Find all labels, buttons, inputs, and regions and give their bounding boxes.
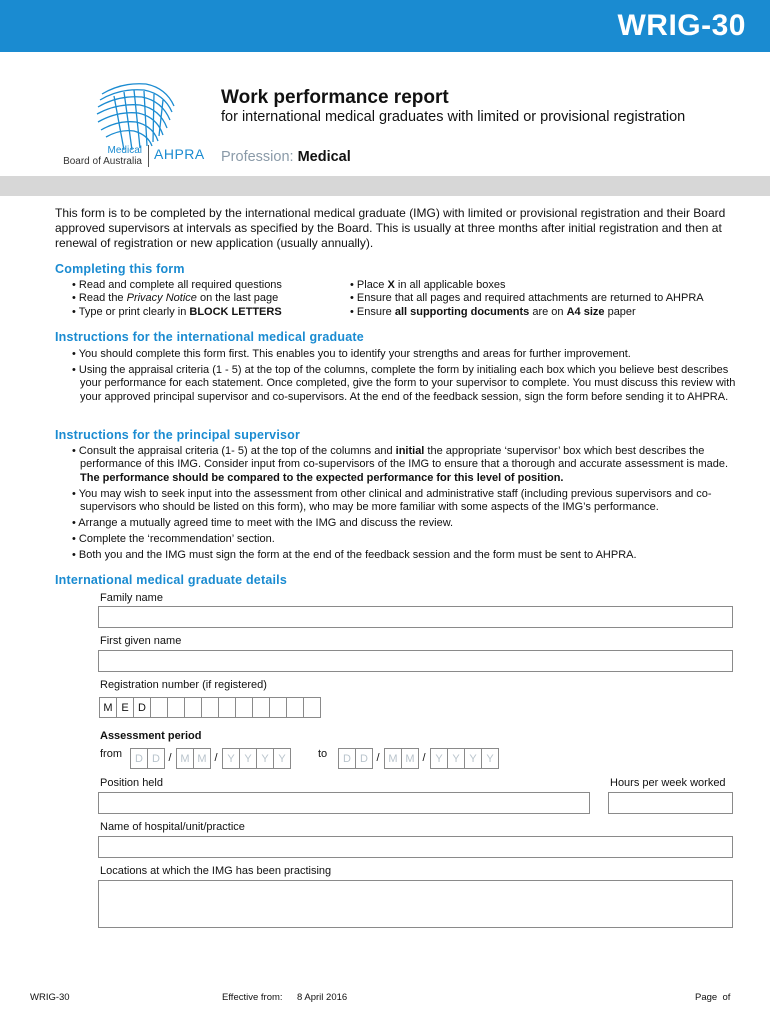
section-divider-bar	[0, 176, 770, 196]
img-instructions-list	[72, 348, 740, 407]
month-cell[interactable]: M	[401, 748, 419, 769]
reg-digit-cell[interactable]	[269, 697, 287, 718]
completing-heading: Completing this form	[55, 262, 185, 276]
page-title: Work performance report	[221, 87, 449, 108]
footer-page-number: Page of	[695, 992, 731, 1003]
year-cell[interactable]: Y	[430, 748, 448, 769]
list-item: • Complete the ‘recommendation’ section.	[72, 532, 275, 545]
list-item: • Using the appraisal criteria (1 - 5) at the top of the columns, complete the form by initialing each box which you believe best describes your performance for each statement. Once completed, give the form to your supervisor to complete. You must discuss this review with your approved principal supervisor and co-supervisors. At the end of the feedback session, sign the form before sending it to AHPRA.	[72, 363, 736, 403]
list-item: • Ensure that all pages and required attachments are returned to AHPRA	[350, 292, 704, 305]
year-cell[interactable]: Y	[273, 748, 291, 769]
list-item: • Read the Privacy Notice on the last page	[72, 292, 279, 305]
completing-right-list	[350, 279, 750, 319]
month-cell[interactable]: M	[193, 748, 211, 769]
intro-paragraph: This form is to be completed by the international medical graduate (IMG) with limited or provisional registration and their Board approved supervisors at intervals as specified by the Board. This is usually at three months after initial registration and then at renewal of registration or new application (usually annually).	[55, 206, 726, 250]
reg-prefix-cell: D	[133, 697, 151, 718]
reg-digit-cell[interactable]	[303, 697, 321, 718]
reg-digit-cell[interactable]	[184, 697, 202, 718]
reg-digit-cell[interactable]	[218, 697, 236, 718]
date-separator: /	[168, 752, 172, 764]
locations-field[interactable]	[98, 880, 733, 928]
profession-line	[221, 149, 351, 165]
list-item: • Type or print clearly in BLOCK LETTERS	[72, 305, 282, 318]
page-subtitle: for international medical graduates with limited or provisional registration	[221, 109, 686, 125]
list-item: • Arrange a mutually agreed time to meet with the IMG and discuss the review.	[72, 517, 454, 530]
first-name-label: First given name	[100, 635, 182, 647]
to-label: to	[318, 748, 328, 760]
day-cell[interactable]: D	[130, 748, 148, 769]
img-details-heading: International medical graduate details	[55, 573, 287, 587]
footer-form-code: WRIG-30	[30, 992, 70, 1003]
supervisor-instructions-list	[72, 445, 740, 565]
to-date-field[interactable]	[338, 748, 498, 769]
list-item: • You may wish to seek input into the assessment from other clinical and administrative staff (including previous supervisors and co-supervisors who should be listed on this form), who may be more familiar with some aspects of the IMG’s performance.	[72, 487, 712, 514]
reg-digit-cell[interactable]	[286, 697, 304, 718]
locations-label: Locations at which the IMG has been practising	[100, 865, 332, 877]
top-banner	[0, 0, 770, 52]
ahpra-logo-text: AHPRA	[154, 146, 205, 162]
position-held-field[interactable]	[98, 792, 590, 814]
completing-left-list	[72, 279, 342, 319]
date-separator: /	[214, 752, 218, 764]
reg-digit-cell[interactable]	[235, 697, 253, 718]
year-cell[interactable]: Y	[447, 748, 465, 769]
registration-label: Registration number (if registered)	[100, 679, 267, 691]
footer-effective-label: Effective from:	[222, 992, 283, 1003]
assessment-period-label: Assessment period	[100, 730, 202, 742]
reg-digit-cell[interactable]	[167, 697, 185, 718]
day-cell[interactable]: D	[355, 748, 373, 769]
year-cell[interactable]: Y	[222, 748, 240, 769]
first-name-field[interactable]	[98, 650, 733, 672]
list-item: • Read and complete all required questions	[72, 279, 282, 291]
form-code: WRIG-30	[617, 9, 746, 42]
month-cell[interactable]: M	[176, 748, 194, 769]
list-item: • Both you and the IMG must sign the form at the end of the feedback session and the form must be sent to AHPRA.	[72, 548, 637, 561]
hours-per-week-field[interactable]	[608, 792, 733, 814]
hospital-field[interactable]	[98, 836, 733, 858]
reg-digit-cell[interactable]	[150, 697, 168, 718]
list-item: • Ensure all supporting documents are on A4 size paper	[350, 305, 636, 318]
family-name-field[interactable]	[98, 606, 733, 628]
hospital-label: Name of hospital/unit/practice	[100, 821, 245, 833]
logo-divider	[148, 145, 149, 167]
registration-number-field[interactable]	[99, 697, 320, 718]
footer-effective-date: 8 April 2016	[297, 992, 348, 1003]
hours-per-week-label: Hours per week worked	[610, 777, 726, 789]
day-cell[interactable]: D	[147, 748, 165, 769]
reg-prefix-cell: E	[116, 697, 134, 718]
day-cell[interactable]: D	[338, 748, 356, 769]
reg-digit-cell[interactable]	[201, 697, 219, 718]
date-separator: /	[376, 752, 380, 764]
reg-digit-cell[interactable]	[252, 697, 270, 718]
family-name-label: Family name	[100, 592, 163, 604]
profession-value: Medical	[297, 149, 351, 165]
list-item: • Consult the appraisal criteria (1- 5) at the top of the columns and initial the appropriate ‘supervisor’ box which best describes the performance of this IMG. Consider input from co-supervisors of the IMG to ensure that a thorough and accurate assessment is made. The performance should be compared to the expected performance for this level of position.	[72, 445, 729, 484]
reg-prefix-cell: M	[99, 697, 117, 718]
year-cell[interactable]: Y	[464, 748, 482, 769]
date-separator: /	[422, 752, 426, 764]
from-label: from	[100, 748, 122, 760]
profession-label: Profession:	[221, 149, 294, 165]
logo-board-text: Board of Australia	[63, 156, 142, 167]
from-date-field[interactable]	[130, 748, 290, 769]
list-item: • You should complete this form first. This enables you to identify your strengths and areas for further improvement.	[72, 348, 631, 360]
img-instructions-heading: Instructions for the international medical graduate	[55, 330, 364, 344]
logo-medical-text: Medical	[107, 145, 142, 156]
month-cell[interactable]: M	[384, 748, 402, 769]
position-held-label: Position held	[100, 777, 163, 789]
year-cell[interactable]: Y	[239, 748, 257, 769]
supervisor-instructions-heading: Instructions for the principal supervisor	[55, 428, 301, 442]
year-cell[interactable]: Y	[256, 748, 274, 769]
year-cell[interactable]: Y	[481, 748, 499, 769]
list-item: • Place X in all applicable boxes	[350, 279, 506, 291]
